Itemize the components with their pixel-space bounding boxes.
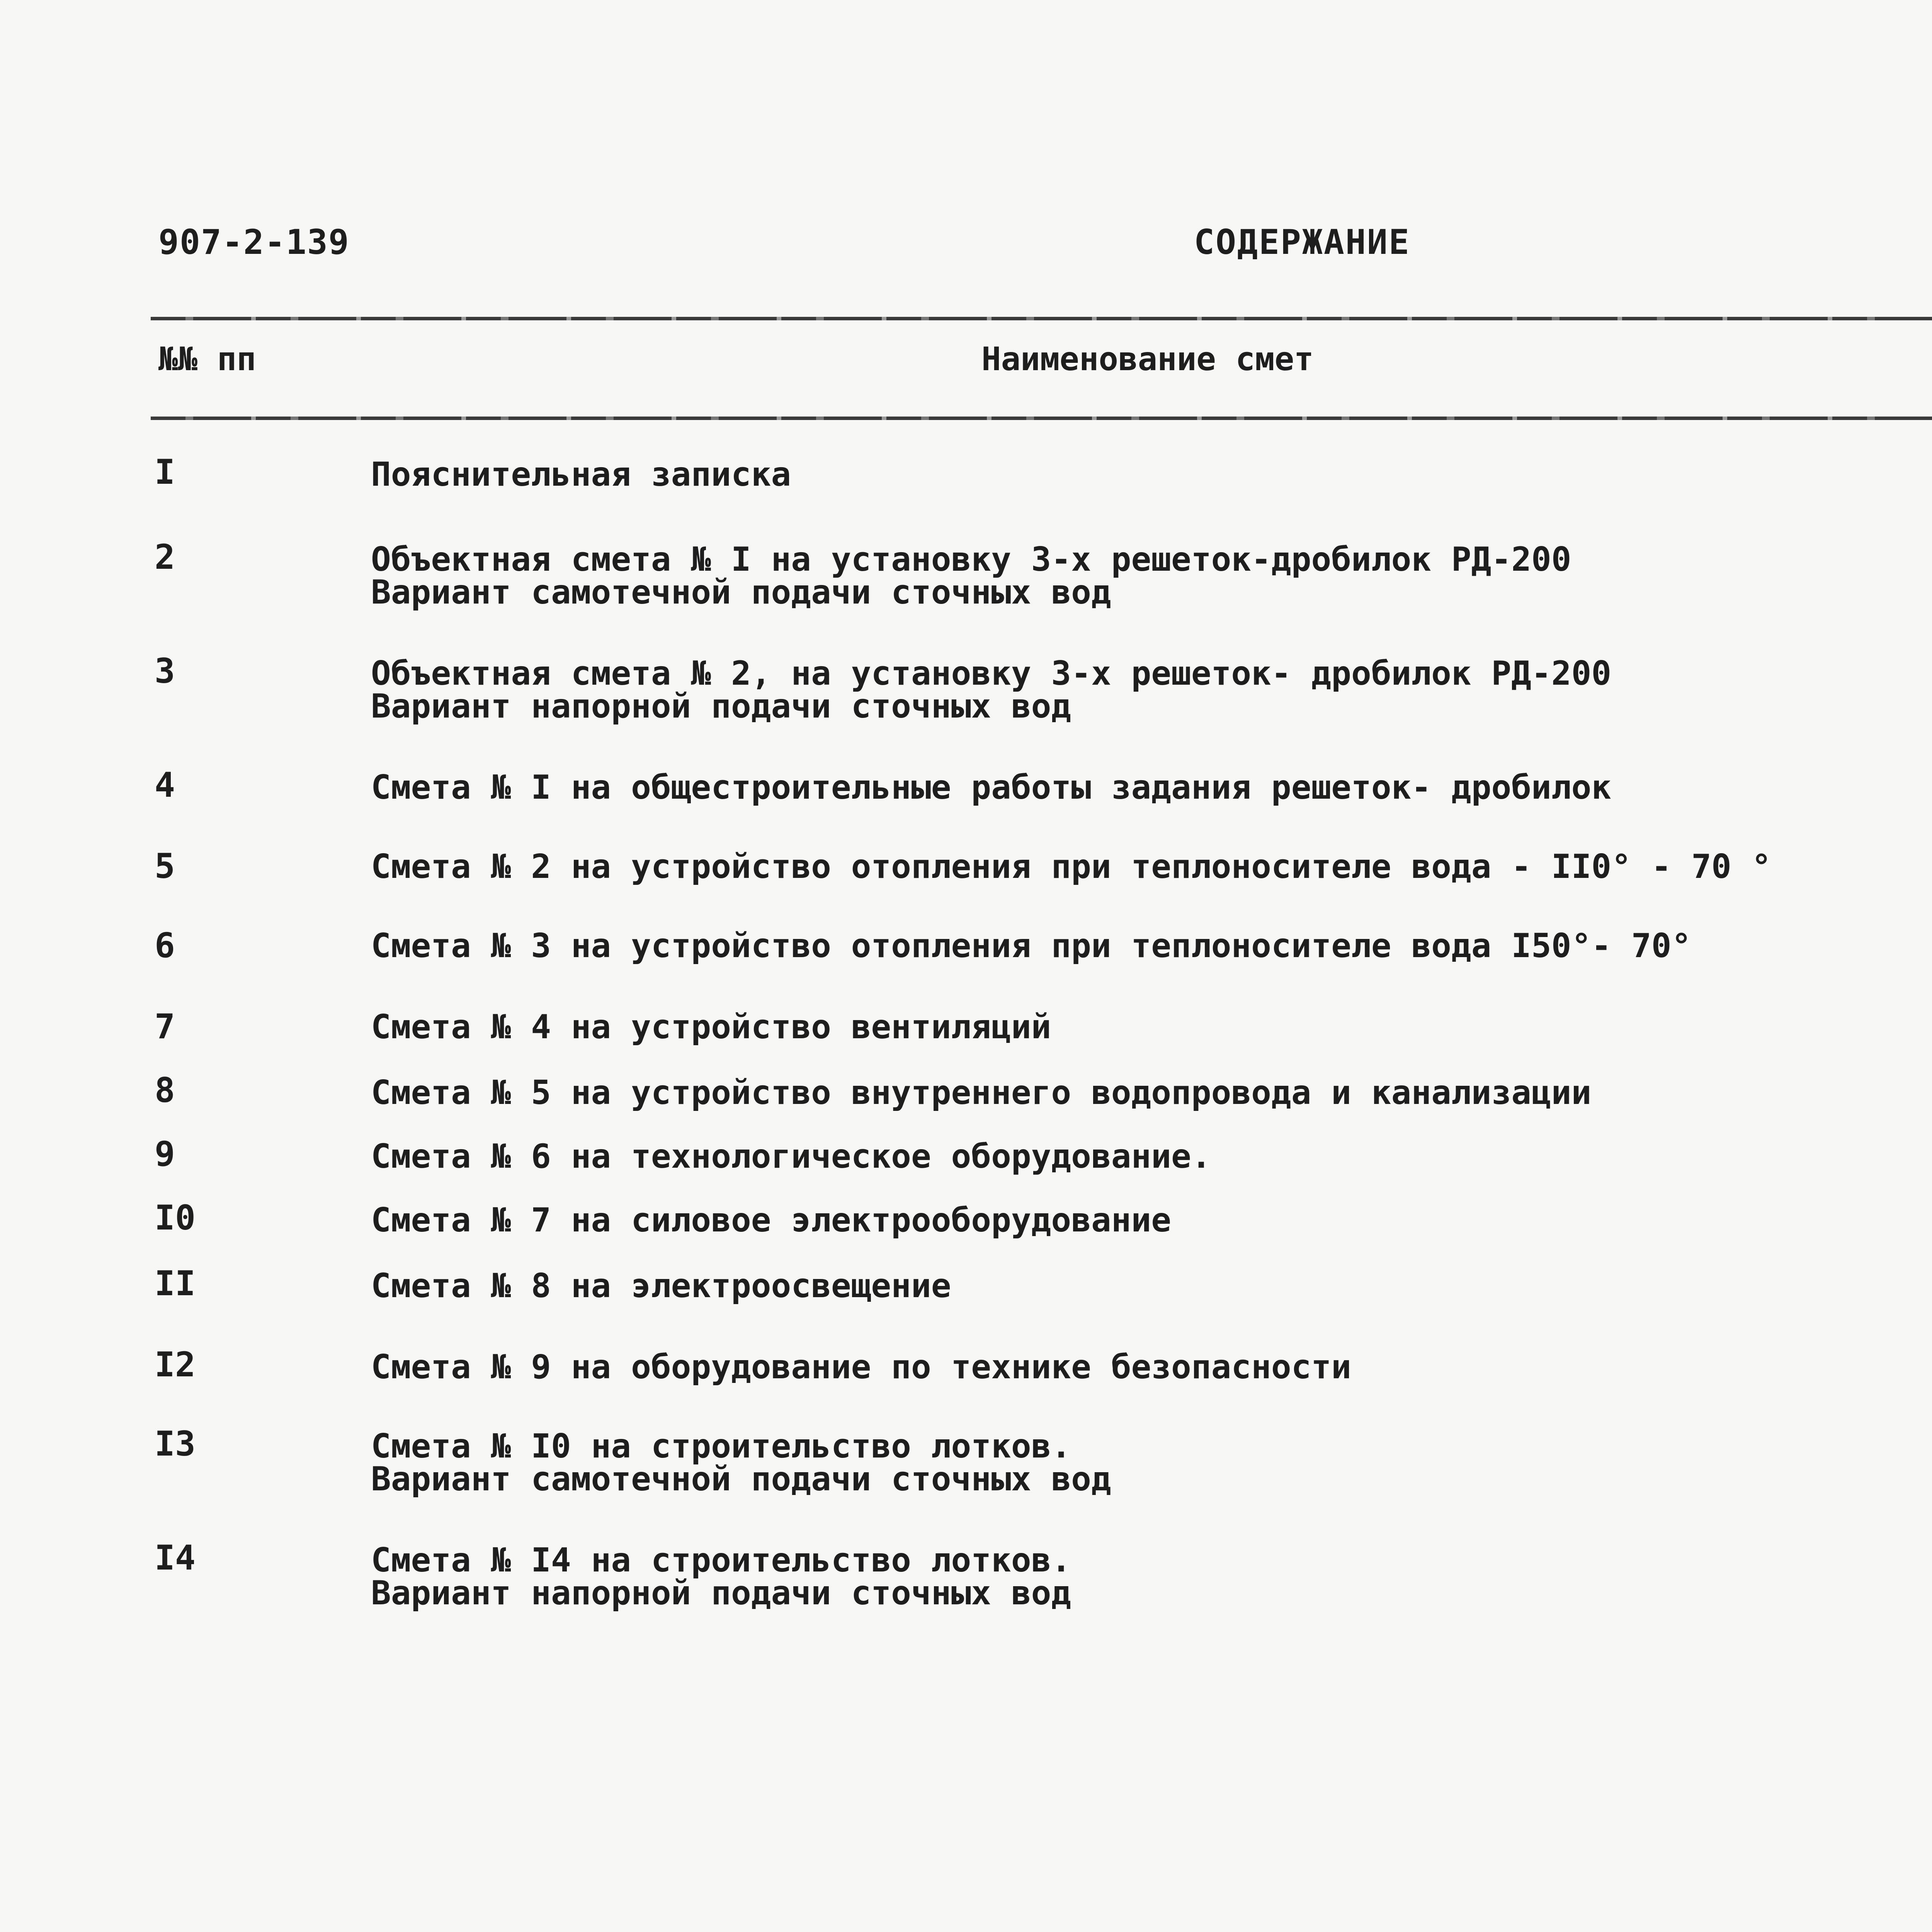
- header-rule-top: [151, 317, 1932, 320]
- row-number: 2: [155, 537, 175, 577]
- row-number: 8: [155, 1070, 175, 1110]
- document-code: 907-2-139: [158, 222, 350, 262]
- row-number: 9: [155, 1134, 175, 1174]
- row-title: Смета № 7 на силовое электрооборудование: [371, 1201, 1172, 1240]
- row-title: Смета № 6 на технологическое оборудование.: [371, 1137, 1211, 1176]
- row-number: 3: [155, 651, 175, 691]
- row-number: I3: [155, 1424, 196, 1464]
- column-header-name: Наименование смет: [981, 340, 1314, 378]
- column-header-number: №№ пп: [158, 340, 256, 378]
- row-number: I2: [155, 1345, 196, 1384]
- row-title: Смета № 9 на оборудование по технике безопасности: [371, 1348, 1352, 1386]
- row-number: I4: [155, 1538, 196, 1578]
- row-number: 5: [155, 846, 175, 886]
- row-number: 7: [155, 1007, 175, 1046]
- row-subtitle: Вариант самотечной подачи сточных вод: [371, 573, 1111, 612]
- row-number: II: [155, 1264, 196, 1303]
- row-number: I: [155, 452, 175, 492]
- row-title: Объектная смета № 2, на установку 3-х решеток- дробилок РД-200: [371, 654, 1612, 693]
- row-title: Смета № 4 на устройство вентиляций: [371, 1008, 1051, 1046]
- row-title: Смета № 3 на устройство отопления при теплоносителе вода I50°- 70°: [371, 927, 1692, 965]
- row-title: Смета № I4 на строительство лотков.: [371, 1541, 1071, 1580]
- row-title: Смета № I на общестроительные работы задания решеток- дробилок: [371, 768, 1612, 807]
- row-subtitle: Вариант напорной подачи сточных вод: [371, 687, 1071, 726]
- row-title: Смета № 2 на устройство отопления при теплоносителе вода - II0° - 70 °: [371, 847, 1772, 886]
- row-number: 6: [155, 925, 175, 965]
- row-title: Смета № I0 на строительство лотков.: [371, 1427, 1071, 1466]
- header-rule-bottom: [151, 417, 1932, 420]
- row-title: Смета № 8 на электроосвещение: [371, 1267, 951, 1305]
- row-number: I0: [155, 1198, 196, 1238]
- page-title: СОДЕРЖАНИЕ: [1194, 222, 1410, 262]
- row-subtitle: Вариант самотечной подачи сточных вод: [371, 1460, 1111, 1498]
- row-number: 4: [155, 765, 175, 805]
- row-title: Смета № 5 на устройство внутреннего водопровода и канализации: [371, 1073, 1592, 1112]
- row-subtitle: Вариант напорной подачи сточных вод: [371, 1574, 1071, 1612]
- row-title: Объектная смета № I на установку 3-х решеток-дробилок РД-200: [371, 540, 1571, 579]
- row-title: Пояснительная записка: [371, 455, 791, 494]
